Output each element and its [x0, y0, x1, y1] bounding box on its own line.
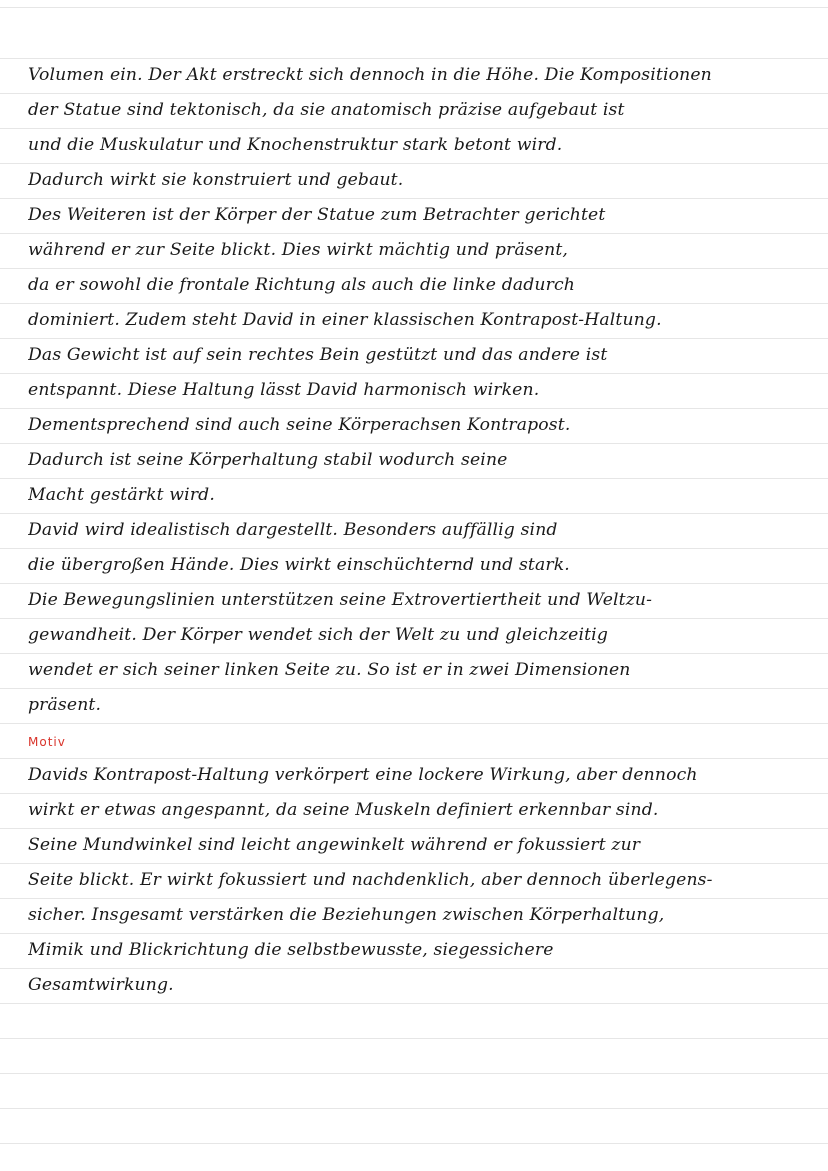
text-line: Gesamtwirkung.: [28, 975, 174, 995]
handwritten-text-block: [28, 58, 808, 1003]
text-line: Davids Kontrapost-Haltung verkörpert eine lockere Wirkung, aber dennoch: [28, 765, 698, 785]
text-line: Des Weiteren ist der Körper der Statue zum Betrachter gerichtet: [28, 205, 606, 225]
section-heading-motiv: Motiv: [28, 735, 66, 749]
text-line: da er sowohl die frontale Richtung als auch die linke dadurch: [28, 275, 576, 295]
text-line: während er zur Seite blickt. Dies wirkt mächtig und präsent,: [28, 240, 569, 260]
text-line: Volumen ein. Der Akt erstreckt sich dennoch in die Höhe. Die Kompositionen: [28, 65, 712, 85]
text-line: Seine Mundwinkel sind leicht angewinkelt während er fokussiert zur: [28, 835, 641, 855]
text-line: Dementsprechend sind auch seine Körperachsen Kontrapost.: [28, 415, 571, 435]
text-line: gewandheit. Der Körper wendet sich der Welt zu und gleichzeitig: [28, 625, 608, 645]
text-line: die übergroßen Hände. Dies wirkt einschüchternd und stark.: [28, 555, 570, 575]
text-line: Dadurch ist seine Körperhaltung stabil wodurch seine: [28, 450, 508, 470]
text-line: und die Muskulatur und Knochenstruktur stark betont wird.: [28, 135, 563, 155]
text-line: dominiert. Zudem steht David in einer klassischen Kontrapost-Haltung.: [28, 310, 662, 330]
text-line: Das Gewicht ist auf sein rechtes Bein gestützt und das andere ist: [28, 345, 608, 365]
text-line: präsent.: [28, 695, 102, 715]
text-line: Macht gestärkt wird.: [28, 485, 215, 505]
text-line: sicher. Insgesamt verstärken die Beziehungen zwischen Körperhaltung,: [28, 905, 665, 925]
text-line: Die Bewegungslinien unterstützen seine Extrovertiertheit und Weltzu-: [28, 590, 653, 610]
text-line: Mimik und Blickrichtung die selbstbewusste, siegessichere: [28, 940, 554, 960]
text-line: entspannt. Diese Haltung lässt David harmonisch wirken.: [28, 380, 540, 400]
text-line: wendet er sich seiner linken Seite zu. So ist er in zwei Dimensionen: [28, 660, 631, 680]
text-line: der Statue sind tektonisch, da sie anatomisch präzise aufgebaut ist: [28, 100, 625, 120]
text-line: Dadurch wirkt sie konstruiert und gebaut.: [28, 170, 404, 190]
text-line: Seite blickt. Er wirkt fokussiert und nachdenklich, aber dennoch überlegens-: [28, 870, 713, 890]
text-line: David wird idealistisch dargestellt. Besonders auffällig sind: [28, 520, 558, 540]
text-line: wirkt er etwas angespannt, da seine Muskeln definiert erkennbar sind.: [28, 800, 659, 820]
